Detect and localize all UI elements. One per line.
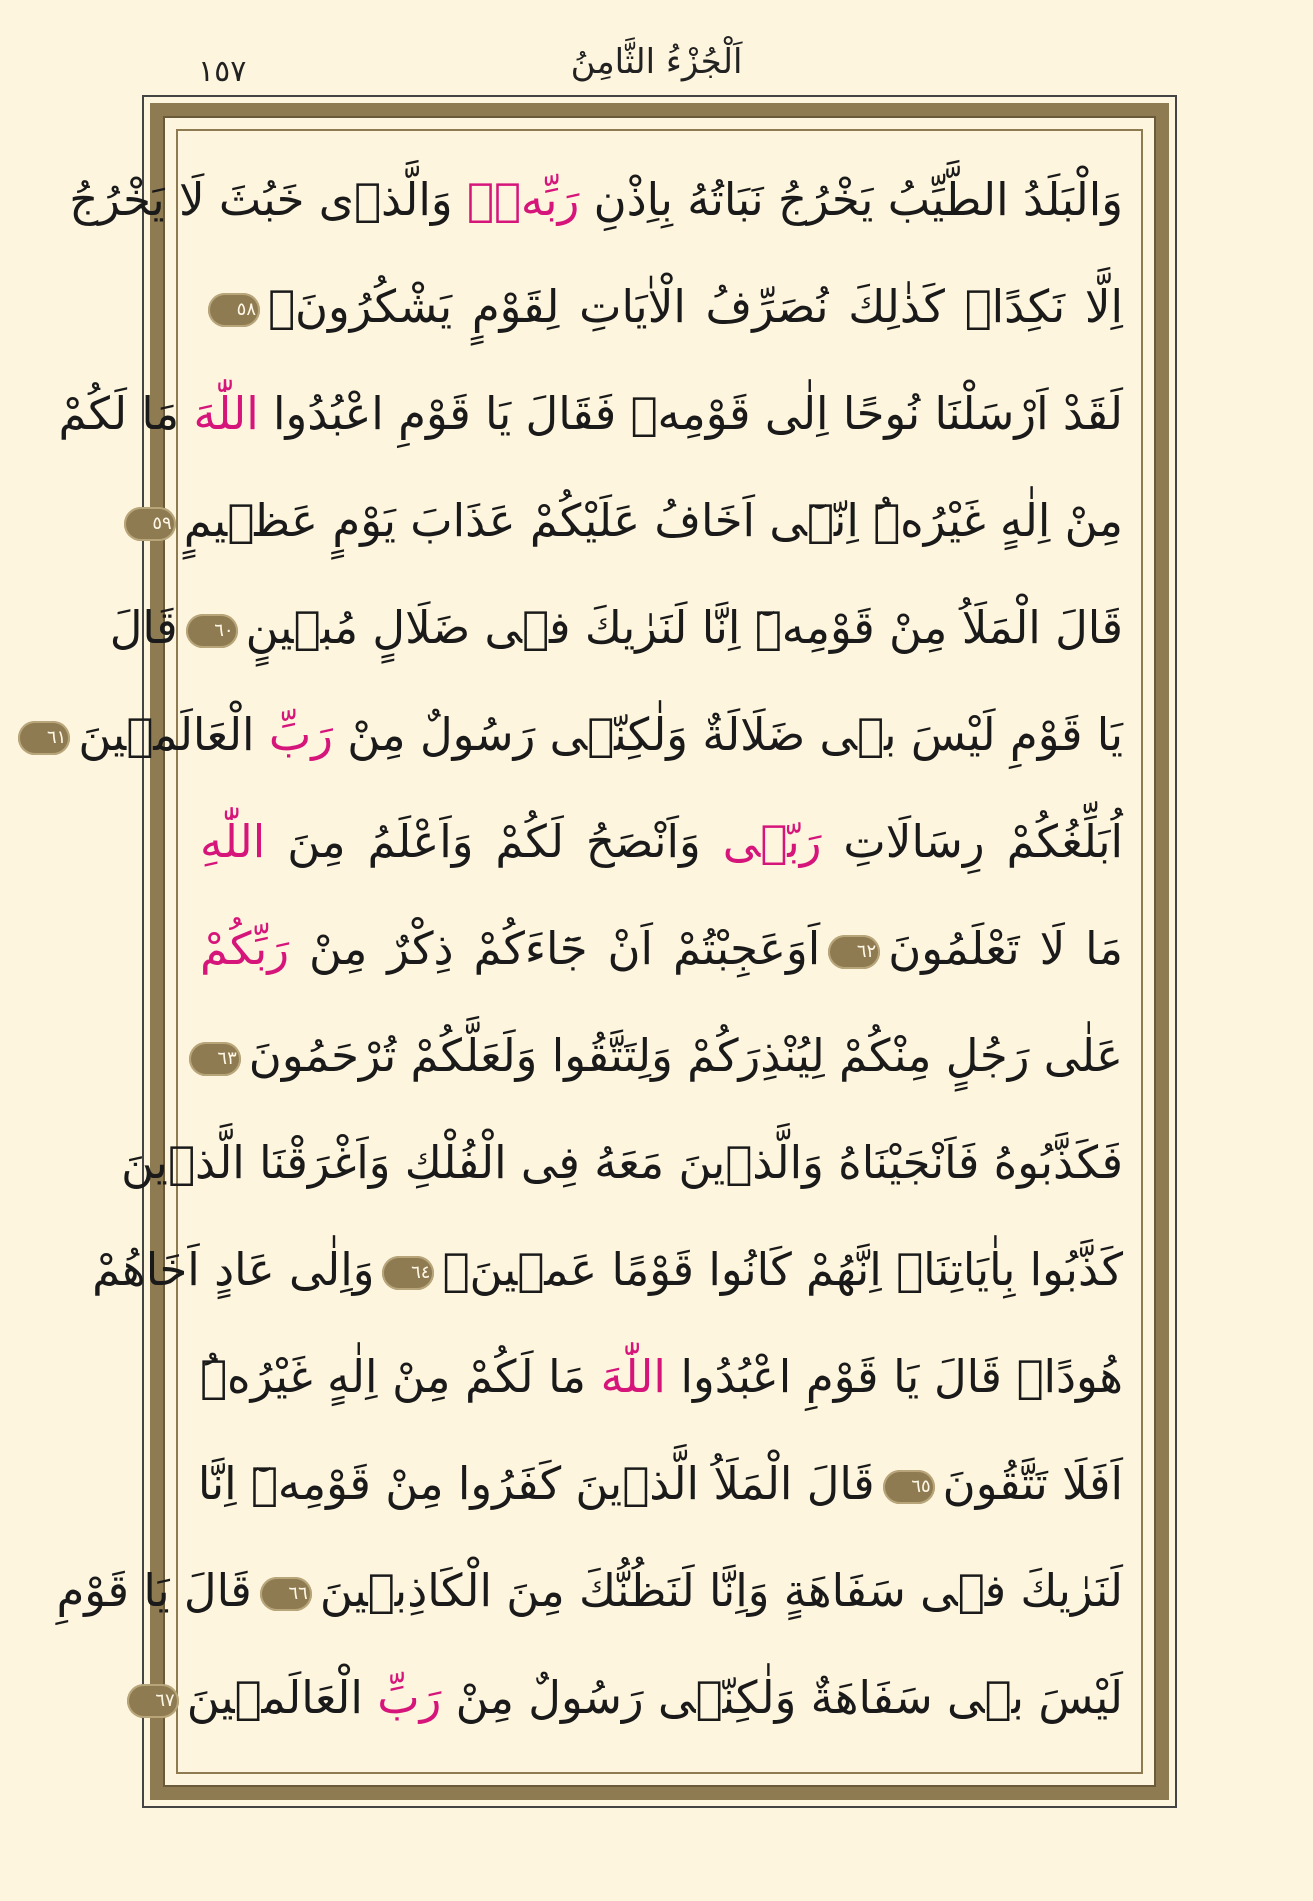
verse-line — [200, 792, 1123, 892]
divine-name-text: رَبِّهٖۚ — [466, 173, 580, 226]
verse-line — [200, 1327, 1123, 1427]
verse-text: وَالْبَلَدُ الطَّيِّبُ يَخْرُجُ نَبَاتُهُ بِاِذْنِ — [579, 173, 1123, 226]
page-number: ١٥٧ — [198, 54, 247, 89]
divine-name-text: رَبِّكُمْ — [200, 922, 290, 975]
verse-text: وَاِلٰى عَادٍ اَخَاهُمْ — [92, 1243, 375, 1296]
ayah-number-marker: ٦٣ — [189, 1042, 241, 1076]
ayah-number-marker: ٦٧ — [127, 1684, 179, 1718]
verse-text: يَا قَوْمِ لَيْسَ بٖى ضَلَالَةٌ وَلٰكِنّٖى رَسُولٌ مِنْ — [332, 708, 1123, 761]
verse-text: قَالَ يَا قَوْمِ — [56, 1564, 252, 1617]
ayah-number-marker: ٦٦ — [260, 1577, 312, 1611]
verse-text: الْعَالَمٖينَ — [78, 708, 269, 761]
ayah-number-marker: ٦٠ — [186, 614, 238, 648]
verse-text: وَالَّذٖى خَبُثَ لَا يَخْرُجُ — [69, 173, 467, 226]
verse-line — [92, 1220, 1123, 1320]
verse-text: اَوَعَجِبْتُمْ اَنْ جَٓاءَكُمْ ذِكْرٌ مِنْ — [289, 922, 821, 975]
verse-text: قَالَ الْمَلَاُ الَّذٖينَ كَفَرُوا مِنْ قَوْمِهٖٓ اِنَّا — [197, 1457, 875, 1510]
juz-title: اَلْجُزْءُ الثَّامِنُ — [570, 42, 743, 82]
ayah-number-marker: ٦٤ — [382, 1256, 434, 1290]
verse-line — [47, 685, 1123, 785]
verse-line — [56, 1541, 1123, 1641]
page-header — [0, 28, 1313, 98]
divine-name-text: اللّٰهِ — [200, 815, 266, 868]
verse-text: مَا لَا تَعْلَمُونَ — [888, 922, 1123, 975]
verse-line — [58, 364, 1123, 464]
verse-text: مِنْ اِلٰهٍ غَيْرُهُۜ اِنّٖٓى اَخَافُ عَلَيْكُمْ عَذَابَ يَوْمٍ عَظٖيمٍ — [183, 494, 1123, 547]
verse-line — [121, 1113, 1123, 1213]
verse-text: اِلَّا نَكِدًاۜ كَذٰلِكَ نُصَرِّفُ الْاٰيَاتِ لِقَوْمٍ يَشْكُرُونَ۟ — [268, 280, 1123, 333]
verse-text: فَكَذَّبُوهُ فَاَنْجَيْنَاهُ وَالَّذٖينَ مَعَهُ فِى الْفُلْكِ وَاَغْرَقْنَا الَّذٖينَ — [121, 1136, 1123, 1189]
verse-text: وَاَنْصَحُ لَكُمْ وَاَعْلَمُ مِنَ — [265, 815, 723, 868]
verse-line — [152, 471, 1123, 571]
verse-text: هُودًاۜ قَالَ يَا قَوْمِ اعْبُدُوا — [665, 1350, 1123, 1403]
verse-line — [200, 257, 1123, 357]
verse-line — [69, 150, 1123, 250]
divine-name-text: رَبِّ — [377, 1671, 442, 1724]
verse-line — [200, 1006, 1123, 1106]
verse-text: الْعَالَمٖينَ — [186, 1671, 378, 1724]
verse-text: عَلٰى رَجُلٍ مِنْكُمْ لِيُنْذِرَكُمْ وَلِتَتَّقُوا وَلَعَلَّكُمْ تُرْحَمُونَ — [248, 1029, 1123, 1082]
divine-name-text: اللّٰهَ — [193, 387, 259, 440]
verse-line — [197, 1434, 1123, 1534]
ayah-number-marker: ٦١ — [18, 721, 70, 755]
divine-name-text: اللّٰهَ — [600, 1350, 666, 1403]
verse-line — [200, 899, 1123, 999]
ayah-number-marker: ٥٨ — [208, 293, 260, 327]
verse-text: لَيْسَ بٖى سَفَاهَةٌ وَلٰكِنّٖى رَسُولٌ مِنْ — [441, 1671, 1123, 1724]
quran-text-area — [47, 150, 1123, 1760]
ayah-number-marker: ٦٢ — [828, 935, 880, 969]
verse-text: قَالَ الْمَلَاُ مِنْ قَوْمِهٖٓ اِنَّا لَنَرٰيكَ فٖى ضَلَالٍ مُبٖينٍ — [245, 601, 1123, 654]
verse-text: مَا لَكُمْ مِنْ اِلٰهٍ غَيْرُهُۜ — [200, 1350, 601, 1403]
divine-name-text: رَبِّ — [268, 708, 333, 761]
verse-text: قَالَ — [109, 601, 178, 654]
verse-text: لَنَرٰيكَ فٖى سَفَاهَةٍ وَاِنَّا لَنَظُنُّكَ مِنَ الْكَاذِبٖينَ — [319, 1564, 1123, 1617]
ayah-number-marker: ٥٩ — [124, 507, 176, 541]
divine-name-text: رَبّٖى — [722, 815, 822, 868]
verse-text: اُبَلِّغُكُمْ رِسَالَاتِ — [821, 815, 1123, 868]
ayah-number-marker: ٦٥ — [883, 1470, 935, 1504]
verse-text: مَا لَكُمْ — [58, 387, 194, 440]
verse-line — [155, 1648, 1123, 1748]
verse-text: كَذَّبُوا بِاٰيَاتِنَاۜ اِنَّهُمْ كَانُوا قَوْمًا عَمٖينَ۟ — [442, 1243, 1123, 1296]
verse-line — [109, 578, 1123, 678]
verse-text: لَقَدْ اَرْسَلْنَا نُوحًا اِلٰى قَوْمِهٖ فَقَالَ يَا قَوْمِ اعْبُدُوا — [258, 387, 1123, 440]
verse-text: اَفَلَا تَتَّقُونَ — [942, 1457, 1123, 1510]
